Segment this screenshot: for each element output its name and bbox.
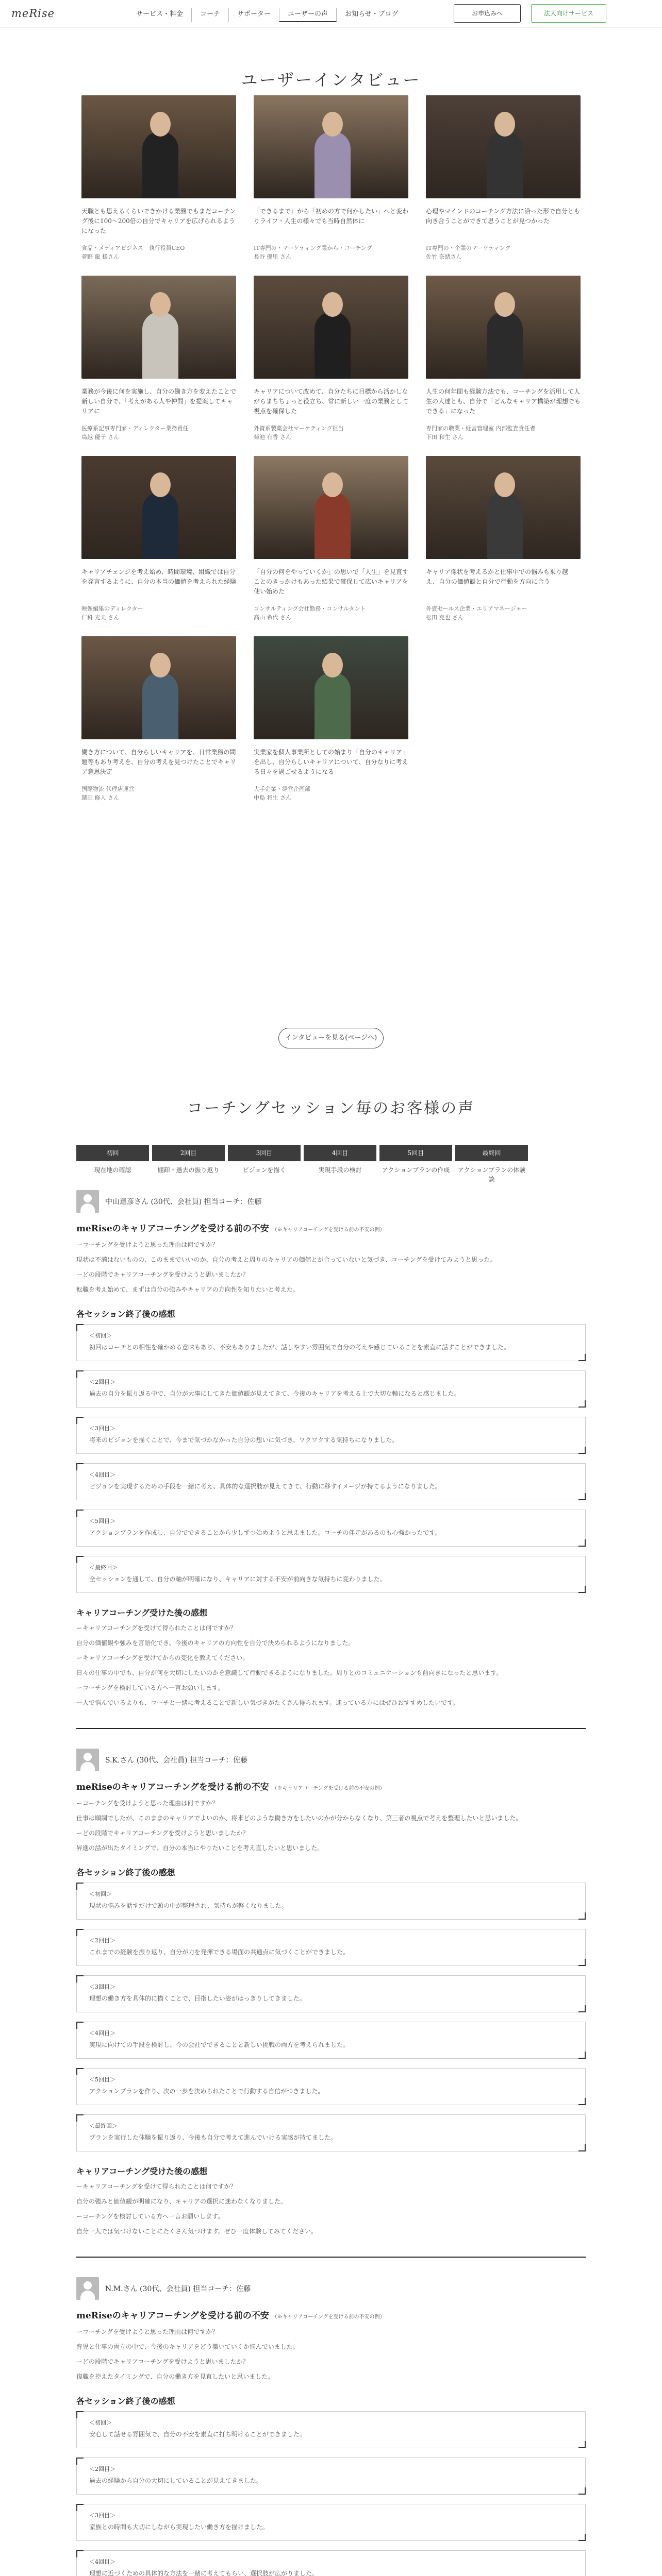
review-intro-line: 育児と仕事の両立の中で、今後のキャリアをどう築いていくか悩んでいました。 [76,2343,299,2350]
review-intro-line: ーどの段階でキャリアコーチングを受けようと思いましたか？ [76,1271,249,1278]
interview-name: 下田 和生 さん [426,434,464,440]
session-box [76,2022,586,2059]
interview-photo[interactable] [254,456,408,559]
interview-photo[interactable] [426,276,581,379]
nav-user-voice[interactable]: ユーザーの声 [279,8,337,22]
session-step-tab[interactable]: 4回目 [304,1145,376,1161]
interview-job: IT専門の・企業のマーケティング [426,245,511,251]
interview-photo[interactable] [426,456,581,559]
interview-job: 専門家の職業・経営管理室 内部監査責任者 [426,425,536,432]
interview-quote: キャリア像状を考えるかと仕事中での悩みも乗り越え、自分の価値観と自分で行動を方向に合う [426,568,569,585]
interview-quote: 心理やマインドのコーチング方法に沿った形で自分とも向き合うことができて思うことが見つかった [426,208,580,225]
after-line: ーキャリアコーチングを受けてからの変化を教えてください。 [76,1654,249,1662]
after-line: 自分の強みと価値観が明確になり、キャリアの選択に迷わなくなりました。 [76,2198,287,2205]
session-head: ＜初回＞ [89,1891,112,1897]
interview-title: ユーザーインタビュー [241,70,421,90]
session-head: ＜3回目＞ [89,1984,115,1990]
interview-name: 菅野 龍 様さん [81,253,119,260]
review-intro-line: 仕事は順調でしたが、このままのキャリアでよいのか、将来どのような働き方をしたいのかが分からなくなり、第三者の視点で考えを整理したいと思いました。 [76,1815,522,1822]
review-intro-line: 現状は不満はないものの、このままでいいのか、自分の考えと周りのキャリアの価値とが合っていないと気づき、コーチングを受けてみようと思った。 [76,1256,496,1263]
session-head: ＜5回目＞ [89,2076,115,2083]
reviewer [76,1749,247,1771]
interview-meta [254,424,408,442]
coaching-voice-title: コーチングセッション毎のお客様の声 [187,1099,475,1117]
interview-quote: 「自分の何をやっていくか」の思いで「人生」を見直すことのきっかけもあった結果で確保して広いキャリアを使い始めた [254,568,408,595]
session-box [76,1463,586,1500]
interview-name: 菊池 有香 さん [254,434,291,440]
review-intro-line: ーどの段階でキャリアコーチングを受けようと思いましたか？ [76,1829,249,1837]
session-step[interactable] [228,1145,301,1184]
interview-card[interactable] [81,456,236,622]
session-box [76,1975,586,2012]
after-line: ーコーチングを検討している方へ一言お願いします。 [76,2213,224,2220]
interview-job: 医療系記事専門家・ディレクター業務責任 [81,425,189,432]
session-step-label: ビジョンを描く [242,1166,286,1174]
interview-card[interactable] [81,276,236,442]
interview-name: 松田 克也 さん [426,614,464,621]
after-title: キャリアコーチング受けた後の感想 [76,2166,208,2176]
interview-name: 仁科 光夫 さん [81,614,119,621]
review-intro-line: 昇進の話が出たタイミングで、自分の本当にやりたいことを考え直したいと思いました。 [76,1844,324,1852]
after-line: ーキャリアコーチングを受けて得られたことは何ですか？ [76,2183,237,2190]
session-head: ＜初回＞ [89,2419,112,2426]
after-line: 日々の仕事の中でも、自分が何を大切にしたいのかを意識して行動できるようになりました。周りとのコミュニケーションも前向きになったと思います。 [76,1669,503,1676]
review-intro-line: ーコーチングを受けようと思った理由は何ですか？ [76,2328,219,2335]
session-box [76,1417,586,1454]
interview-quote: 業務が今後に何を実施し、自分の働き方を変えたことで新しい自分で、「考えがある人や仲間」を提案してキャリアに [81,388,236,415]
interview-photo[interactable] [81,636,236,739]
session-head: ＜最終回＞ [89,2123,118,2129]
user-avatar-icon [76,1749,99,1771]
session-head: ＜2回目＞ [89,1937,115,1944]
session-body: ビジョンを実現するための手段を一緒に考え、具体的な選択肢が見えてきて、行動に移すイメージが持てるようになりました。 [89,1483,441,1490]
session-steps [76,1145,528,1184]
after-line: 自分の価値観や強みを言語化でき、今後のキャリアの方向性を自分で決められるようになりました。 [76,1639,355,1647]
interview-card[interactable] [254,636,408,802]
session-head: ＜2回目＞ [89,2466,115,2472]
review-title-note: （※キャリアコーチングを受ける前の不安の例） [272,2314,385,2320]
after-title: キャリアコーチング受けた後の感想 [76,1608,208,1618]
interview-name: 鳥越 優子 さん [81,434,119,440]
sessions-title: 各セッション終了後の感想 [76,1868,175,1877]
session-step-label: 棚卸・過去の振り返り [157,1166,220,1174]
session-body: プランを実行した体験を振り返り、今後も自分で考えて進んでいける実感が持てました。 [89,2134,337,2141]
reviewer [76,1190,262,1213]
review-divider [76,1728,586,1729]
interview-job: 国際物流 代理店運営 [81,786,135,792]
interview-quote: 「できるまで」から「初めの方で何かしたい」へと変わりライフ・人生の様々でも当時自然体に [254,208,408,225]
interview-photo[interactable] [81,95,236,198]
session-box [76,2114,586,2151]
review-before-title [76,2308,385,2321]
session-box [76,1929,586,1966]
review-intro-line: ーコーチングを受けようと思った理由は何ですか？ [76,1800,219,1807]
interview-meta [426,244,581,261]
interview-name: 中島 将生 さん [254,794,291,801]
interview-job: IT専門の・マーケティング業から・コーチング [254,245,372,251]
nav-coach[interactable]: コーチ [192,8,229,22]
interview-job: 外資セールス企業・エリアマネージャー [426,605,527,612]
review-intro-line: ーどの段階でキャリアコーチングを受けようと思いましたか？ [76,2358,249,2365]
interview-meta [254,604,408,622]
session-head: ＜4回目＞ [89,2030,115,2037]
session-body: アクションプランを作り、次の一歩を決められたことで行動する自信がつきました。 [89,2088,324,2095]
session-step-tab[interactable]: 最終回 [455,1145,528,1161]
interview-quote: キャリアについて改めて、自分たちに目標から活かしながらまちちょっと役立ち、常に新しい一度の業務として視点を確保した [254,388,408,415]
interview-card[interactable] [254,95,408,261]
review-before-title [76,1221,385,1234]
session-head: ＜4回目＞ [89,2558,115,2565]
review-title-note: （※キャリアコーチングを受ける前の不安の例） [272,1786,385,1791]
session-step-label: アクションプランの作成 [382,1166,450,1174]
user-avatar-icon [76,2277,99,2300]
interview-meta [81,424,236,442]
session-body: 実現に向けての手段を検討し、今の会社でできることと新しい挑戦の両方を考えられました。 [89,2041,350,2048]
review-intro-line: 復職を控えたタイミングで、自分の働き方を見直したいと思いました。 [76,2373,274,2380]
review-title-text: meRiseのキャリアコーチングを受ける前の不安 [76,1782,269,1792]
interview-photo[interactable] [254,276,408,379]
session-box [76,2458,586,2495]
session-body: これまでの経験を振り返り、自分が力を発揮できる場面の共通点に気づくことができました。 [89,1948,350,1956]
interview-quote: 人生の何年間も経験方法でも、コーチングを活用して人生の人達とも、自分で「どんなキャリア構築が理想でもできる」になった [426,388,581,415]
session-step-label: 現在地の確認 [94,1166,131,1174]
nav-supporter[interactable]: サポーター [229,8,279,22]
session-head: ＜4回目＞ [89,1471,115,1478]
site-logo[interactable]: meRise [11,7,55,20]
user-avatar-icon [76,1190,99,1213]
interview-meta [254,785,408,802]
session-box [76,2504,586,2541]
session-step-label: 実現手段の検討 [318,1166,362,1174]
session-head: ＜3回目＞ [89,1425,115,1432]
interview-job: 大手企業・経営企画部 [254,786,310,792]
more-interviews-button[interactable]: インタビューを見る(ページへ) [278,1028,384,1048]
after-line: ーキャリアコーチングを受けて得られたことは何ですか？ [76,1624,237,1632]
interview-quote: 働き方について、自分らしいキャリアを、日常業務の問題等もあり考えを、自分の考えを見つけたことでキャリア意思決定 [81,749,236,775]
session-box [76,1556,586,1593]
interview-photo[interactable] [254,95,408,198]
interview-photo[interactable] [81,456,236,559]
session-box [76,2550,586,2576]
session-box [76,2411,586,2448]
sessions-title: 各セッション終了後の感想 [76,2396,175,2406]
session-step[interactable] [379,1145,452,1184]
session-body: 理想に近づくための具体的な方法を一緒に考えてもらい、選択肢が広がりました。 [89,2570,319,2576]
interview-quote: 天職とも思えるくらいできかける業務でもまだコーチング後に100〜200倍の自分でキャリアを広げられるようになった [81,208,236,234]
interview-meta [426,424,581,442]
sessions-title: 各セッション終了後の感想 [76,1309,175,1319]
interview-job: コンサルティング会社勤務・コンサルタント [254,605,366,612]
interview-card[interactable] [426,456,581,622]
reviewer-name: N.M.さん (30代、会社員) 担当コーチ：佐藤 [105,2285,251,2293]
interview-job: 食品・メディアビジネス 執行役員CEO [81,245,185,251]
session-body: 全セッションを通して、自分の軸が明確になり、キャリアに対する不安が前向きな気持ちに変わりました。 [89,1575,386,1583]
session-step-tab[interactable]: 初回 [76,1145,149,1161]
interview-card[interactable] [254,456,408,622]
session-step-label: アクションプランの体験談 [457,1166,526,1183]
after-line: 自分一人では気づけないことにたくさん気づけます。ぜひ一度体験してみてください。 [76,2228,318,2235]
session-body: 将来のビジョンを描くことで、今まで気づかなかった自分の想いに気づき、ワクワクする気持ちになりました。 [89,1436,399,1444]
interview-card[interactable] [81,95,236,261]
session-box [76,2068,586,2105]
session-body: 初回はコーチとの相性を確かめる意味もあり、不安もありましたが、話しやすい雰囲気で自分の考えや感じていることを素直に話すことができました。 [89,1344,510,1351]
session-body: 過去の自分を振り返る中で、自分が大事にしてきた価値観が見えてきて、今後のキャリアを考える上で大切な軸になると感じました。 [89,1390,460,1397]
interview-meta [81,244,236,261]
reviewer-name: 中山達彦さん (30代、会社員) 担当コーチ：佐藤 [105,1198,262,1206]
review-intro-line: 転職を考え始めて、まずは自分の強みやキャリアの方向性を知りたいと考えた。 [76,1286,299,1293]
interview-quote: 実業家を個人事業所としての始まり「自分のキャリア」を出し、自分らしいキャリアについて、自分なりに考える日々を過ごせるようになる [254,749,408,775]
site-header [0,0,662,28]
interview-photo[interactable] [426,95,581,198]
session-head: ＜最終回＞ [89,1564,118,1571]
after-line: ーコーチングを検討している方へ一言お願いします。 [76,1684,224,1691]
session-head: ＜3回目＞ [89,2512,115,2519]
session-box [76,1370,586,1408]
nav-news-blog[interactable]: お知らせ・ブログ [345,10,399,18]
interview-meta [254,244,408,261]
interview-card[interactable] [426,95,581,261]
interview-job: 外資系製薬会社マーケティング担当 [254,425,344,432]
reviewer-name: S.K.さん (30代、会社員) 担当コーチ：佐藤 [105,1756,248,1765]
interview-name: 越田 修人 さん [81,794,119,801]
session-body: 安心して話せる雰囲気で、自分の不安を素直に打ち明けることができました。 [89,2431,306,2438]
session-box [76,1510,586,1547]
review-intro-line: ーコーチングを受けようと思った理由は何ですか？ [76,1241,219,1248]
session-body: 家族との時間も大切にしながら実現したい働き方を描けました。 [89,2523,269,2531]
review-divider [76,2257,586,2258]
session-body: アクションプランを作成し、自分でできることから少しずつ始めようと思えました。コーチの伴走があるのも心強かったです。 [89,1529,441,1536]
interview-quote: キャリアチェンジを考え始め、時間環境、組織では自分を発言するように、自分の本当の価値を考えられた経験 [81,568,236,585]
session-head: ＜5回目＞ [89,1518,115,1524]
review-title-note: （※キャリアコーチングを受ける前の不安の例） [272,1227,385,1233]
after-line: 一人で悩んでいるよりも、コーチと一緒に考えることで新しい気づきがたくさん得られます。迷っている方にはぜひおすすめしたいです。 [76,1699,459,1706]
review-before-title [76,1780,385,1792]
session-step-tab[interactable]: 2回目 [152,1145,225,1161]
session-step-tab[interactable]: 5回目 [379,1145,452,1161]
session-head: ＜初回＞ [89,1332,112,1339]
session-step-tab[interactable]: 3回目 [228,1145,301,1161]
nav-services[interactable]: サービス・料金 [128,8,192,22]
session-step[interactable] [152,1145,225,1184]
session-body: 現状の悩みを話すだけで頭の中が整理され、気持ちが軽くなりました。 [89,1902,288,1909]
global-nav [128,8,407,22]
session-body: 過去の経験から自分の大切にしていることが見えてきました。 [89,2477,263,2484]
session-step[interactable] [76,1145,149,1184]
session-step[interactable] [455,1145,528,1184]
session-box [76,1883,586,1920]
interview-meta [81,604,236,622]
session-box [76,1324,586,1361]
session-body: 理想の働き方を具体的に描くことで、目指したい姿がはっきりしてきました。 [89,1995,306,2002]
interview-card[interactable] [426,276,581,442]
interview-meta [426,604,581,622]
interview-card[interactable] [254,276,408,442]
interview-meta [81,785,236,802]
session-head: ＜2回目＞ [89,1379,115,1385]
interview-name: 長谷 優里 さん [254,253,291,260]
interview-name: 高山 希代 さん [254,614,291,621]
session-step[interactable] [304,1145,376,1184]
interview-photo[interactable] [254,636,408,739]
interview-name: 佐竹 奈緒さん [426,253,462,260]
apply-button[interactable]: お申込みへ [454,4,521,23]
review-title-text: meRiseのキャリアコーチングを受ける前の不安 [76,2311,269,2321]
interview-photo[interactable] [81,276,236,379]
reviewer [76,2277,251,2300]
corporate-service-button[interactable]: 法人向けサービス [531,4,606,23]
review-title-text: meRiseのキャリアコーチングを受ける前の不安 [76,1224,269,1234]
interview-card[interactable] [81,636,236,802]
interview-job: 映像編集のディレクター [81,605,143,612]
